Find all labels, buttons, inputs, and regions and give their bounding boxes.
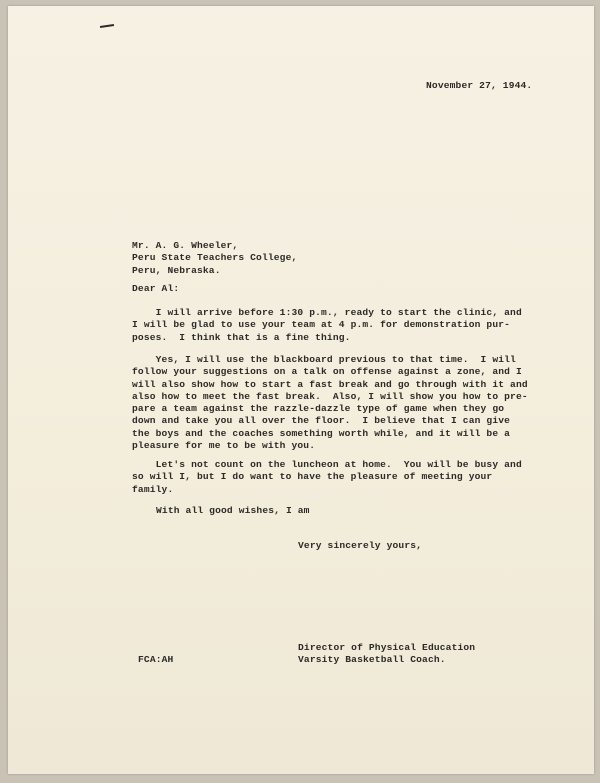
letter-page	[8, 6, 594, 774]
recipient-line: Mr. A. G. Wheeler,	[132, 240, 239, 251]
paragraph-line: the boys and the coaches something worth while, and it will be a	[132, 427, 511, 439]
paragraph-line: down and take you all over the floor. I believe that I can give	[132, 415, 511, 427]
paragraph-line: also how to meet the fast break. Also, I will show you how to pre-	[132, 390, 528, 402]
paragraph-line: I will arrive before 1:30 p.m., ready to start the clinic, and	[132, 307, 522, 318]
salutation: Dear Al:	[132, 283, 180, 294]
recipient-line: Peru State Teachers College,	[132, 252, 298, 264]
paragraph-line: Yes, I will use the blackboard previous to that time. I will	[132, 354, 516, 365]
signature-block	[298, 642, 475, 667]
paragraph-line: I will be glad to use your team at 4 p.m. for demonstration pur-	[132, 319, 511, 331]
signature-title: Varsity Basketball Coach.	[298, 654, 446, 666]
good-wishes: With all good wishes, I am	[156, 505, 310, 516]
complimentary-closing: Very sincerely yours,	[298, 540, 423, 551]
paragraph-line: Let's not count on the luncheon at home. You will be busy and	[132, 459, 522, 470]
paragraph-line: follow your suggestions on a talk on offense against a zone, and I	[132, 366, 522, 378]
recipient-line: Peru, Nebraska.	[132, 264, 221, 276]
signature-title: Director of Physical Education	[298, 642, 476, 653]
paragraph-line: family.	[132, 483, 174, 495]
paragraph-line: pare a team against the razzle-dazzle type of game when they go	[132, 403, 505, 415]
letter-date: November 27, 1944.	[426, 80, 533, 91]
paragraph-line: poses. I think that is a fine thing.	[132, 331, 351, 343]
recipient-address	[132, 240, 297, 277]
reference-initials: FCA:AH	[138, 654, 174, 665]
paragraph-luncheon	[132, 459, 522, 496]
paragraph-line: will also show how to start a fast break and go through with it and	[132, 378, 528, 390]
paragraph-clinic-topics	[132, 354, 528, 452]
paragraph-line: so will I, but I do want to have the pleasure of meeting your	[132, 471, 493, 483]
paragraph-line: pleasure for me to be with you.	[132, 440, 316, 452]
paragraph-arrival	[132, 307, 522, 344]
ink-mark	[100, 24, 114, 28]
